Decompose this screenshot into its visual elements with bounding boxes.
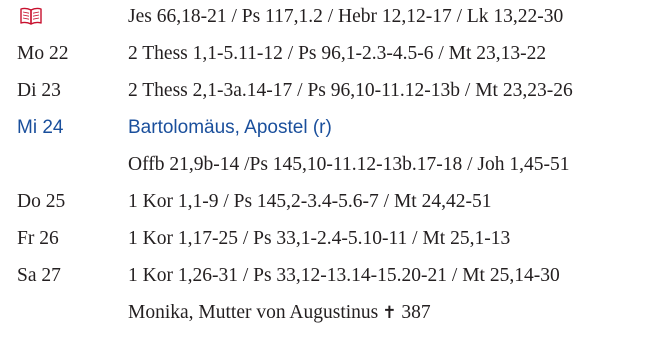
- day-label: Di 23: [17, 80, 61, 101]
- entry-fr-26: [0, 227, 664, 264]
- book-icon: [20, 7, 42, 25]
- readings-text: Jes 66,18-21 / Ps 117,1.2 / Hebr 12,12-17 / Lk 13,22-30: [128, 6, 564, 27]
- day-label: Fr 26: [17, 228, 59, 249]
- entry-sa-27-memorial: [0, 301, 664, 338]
- readings-text: 2 Thess 2,1-3a.14-17 / Ps 96,10-11.12-13b / Mt 23,23-26: [128, 80, 573, 101]
- cross-icon: ✝: [382, 303, 397, 323]
- day-label: Do 25: [17, 191, 66, 212]
- entry-mo-22: [0, 42, 664, 79]
- memorial-line: [128, 301, 431, 325]
- day-label: Mo 22: [17, 43, 69, 64]
- entry-mi-24-feast: [0, 116, 664, 153]
- entry-di-23: [0, 79, 664, 116]
- readings-text: 2 Thess 1,1-5.11-12 / Ps 96,1-2.3-4.5-6 / Mt 23,13-22: [128, 43, 547, 64]
- death-year: 387: [401, 302, 431, 323]
- day-label: Mi 24: [17, 117, 64, 138]
- memorial-text: Monika, Mutter von Augustinus: [128, 302, 379, 323]
- readings-text: 1 Kor 1,17-25 / Ps 33,1-2.4-5.10-11 / Mt 25,1-13: [128, 228, 511, 249]
- entry-sa-27: [0, 264, 664, 301]
- entry-sunday: [0, 5, 664, 42]
- readings-text: Offb 21,9b-14 /Ps 145,10-11.12-13b.17-18 / Joh 1,45-51: [128, 154, 570, 175]
- entry-do-25: [0, 190, 664, 227]
- readings-text: 1 Kor 1,26-31 / Ps 33,12-13.14-15.20-21 / Mt 25,14-30: [128, 265, 560, 286]
- entry-mi-24-readings: [0, 153, 664, 190]
- readings-text: 1 Kor 1,1-9 / Ps 145,2-3.4-5.6-7 / Mt 24,42-51: [128, 191, 492, 212]
- feast-title: Bartolomäus, Apostel (r): [128, 117, 332, 138]
- day-label: Sa 27: [17, 265, 61, 286]
